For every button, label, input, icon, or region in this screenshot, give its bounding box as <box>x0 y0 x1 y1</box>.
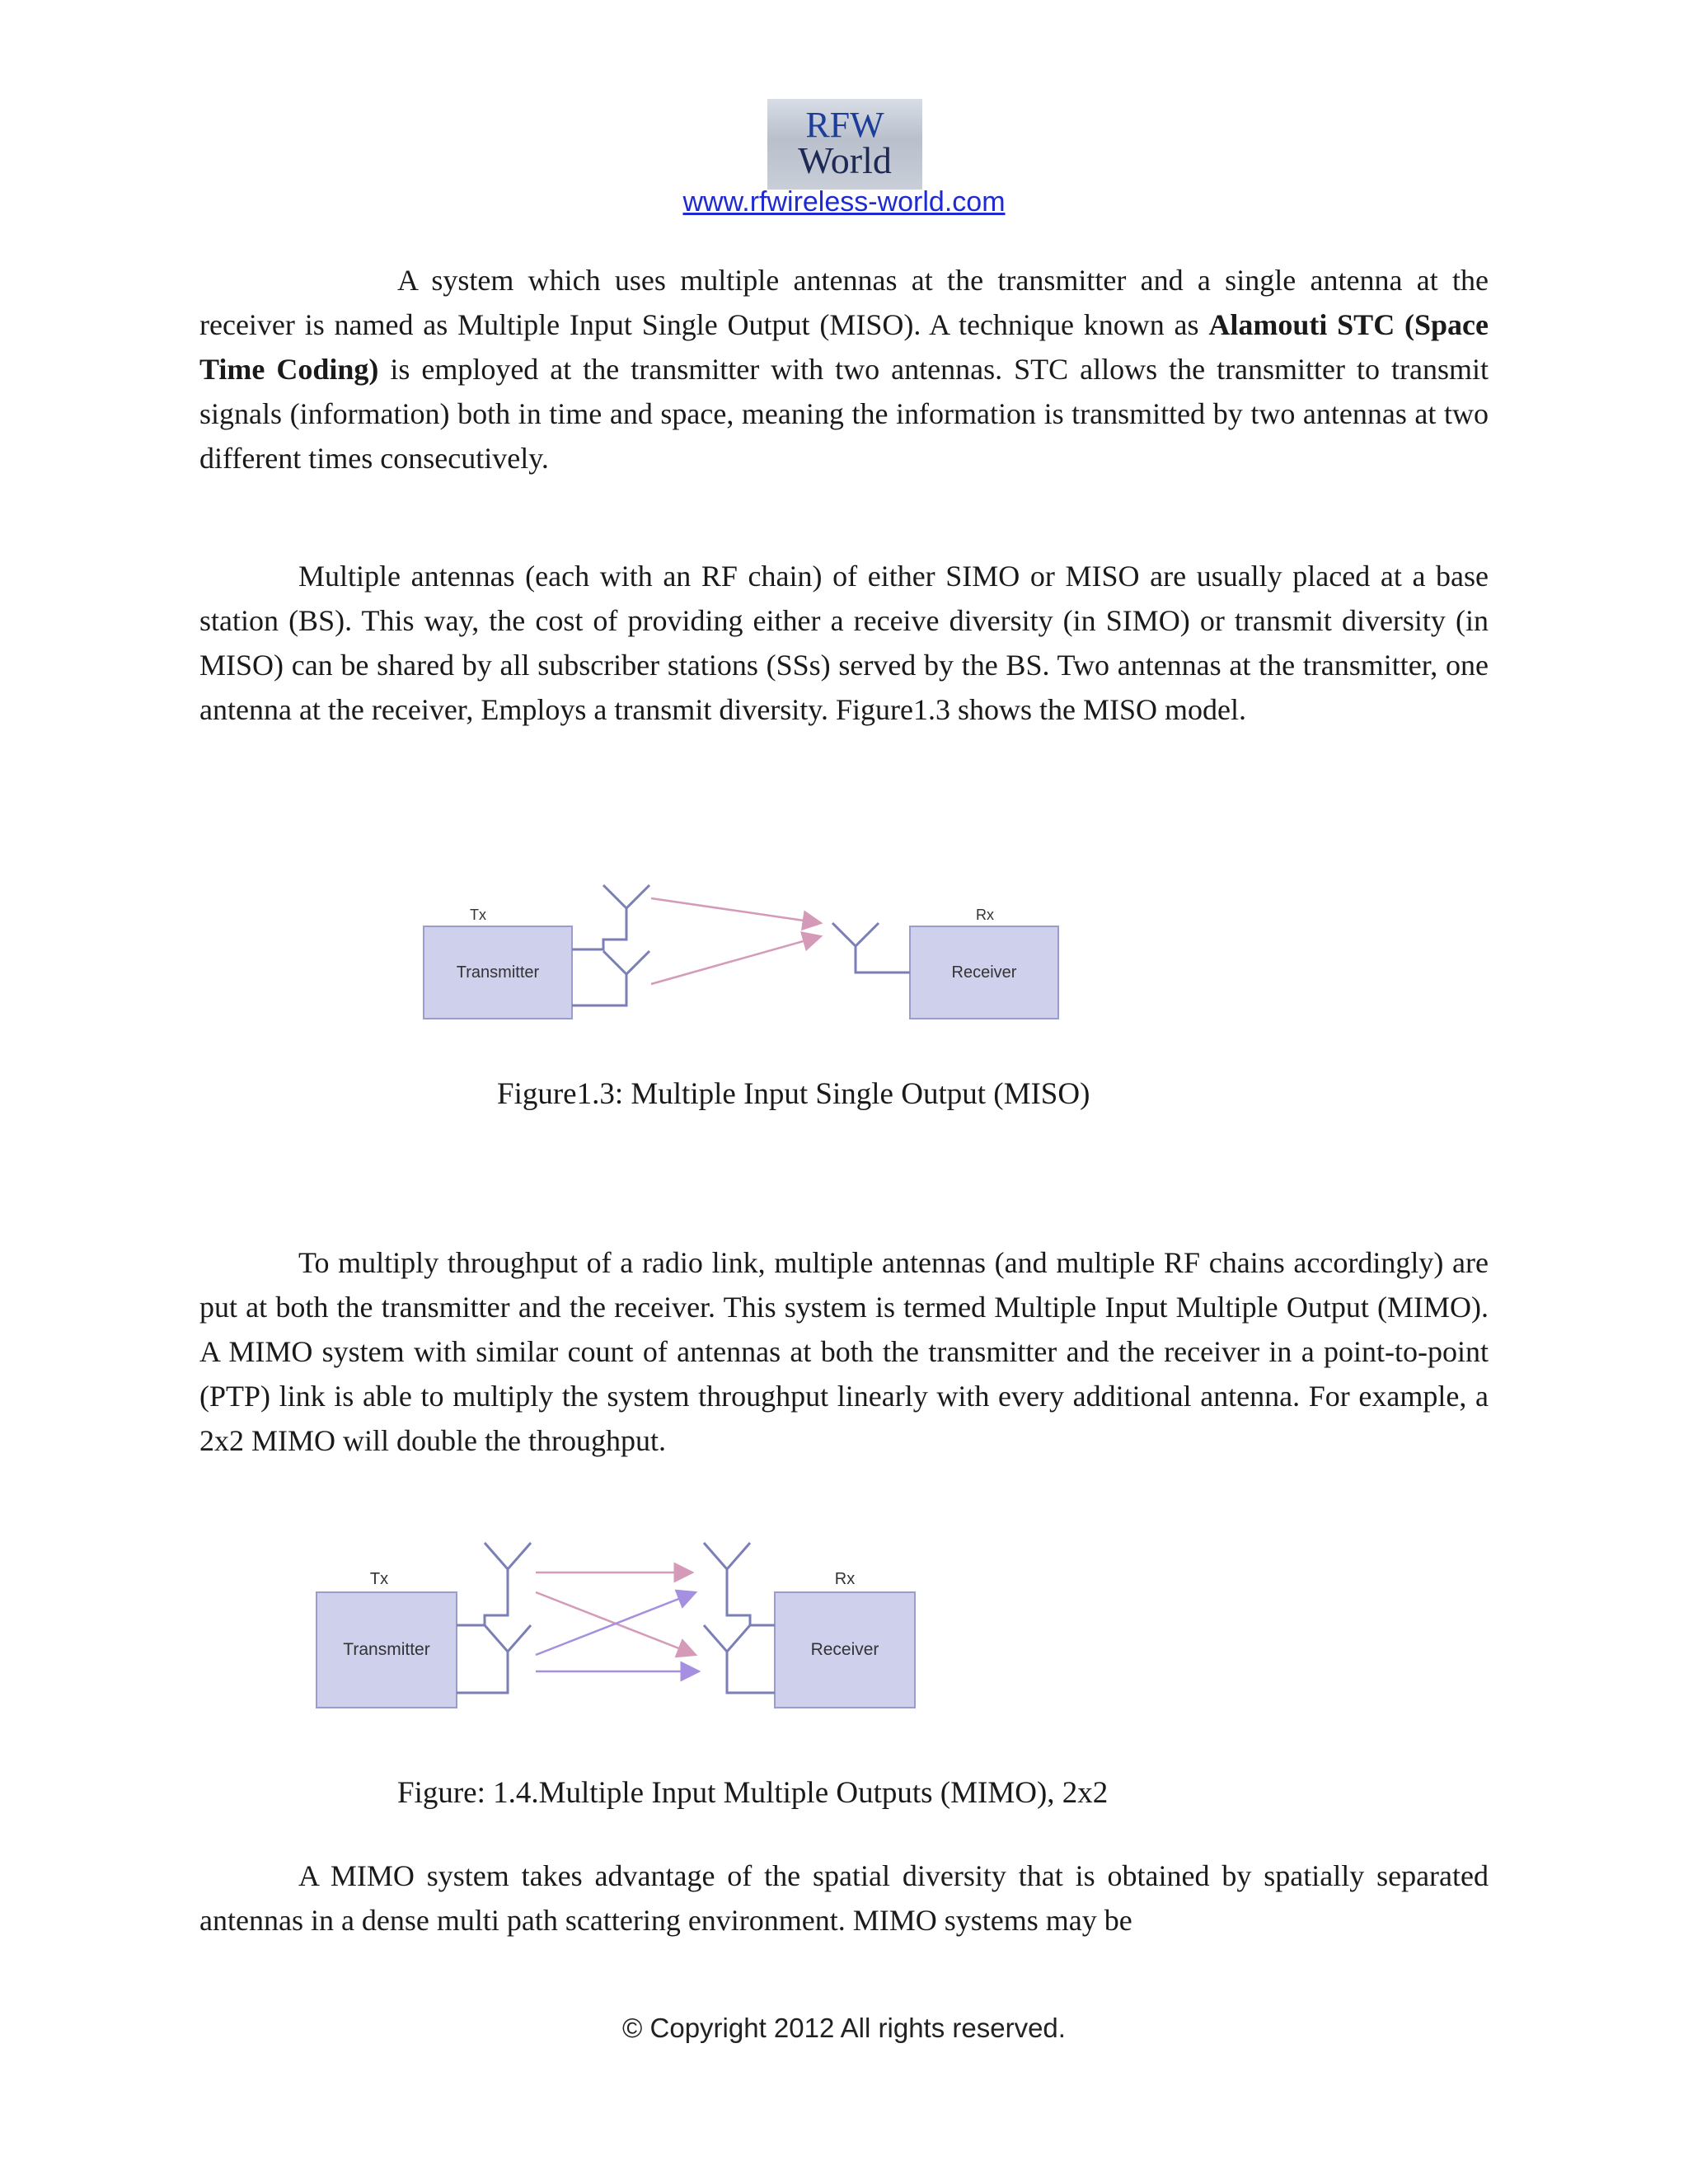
miso-arrow-1 <box>651 898 821 923</box>
miso-diagram <box>412 874 1071 1030</box>
mimo-rx-antenna-2 <box>704 1625 775 1693</box>
rfw-world-logo <box>767 99 922 190</box>
mimo-caption: Figure: 1.4.Multiple Input Multiple Outputs (MIMO), 2x2 <box>397 1776 1109 1810</box>
miso-transmitter-label: Transmitter <box>456 963 540 982</box>
mimo-rx-antenna-1 <box>704 1543 775 1625</box>
paragraph-miso-intro <box>199 258 1489 480</box>
mimo-receiver-label: Receiver <box>810 1640 879 1659</box>
logo-line-1: RFW <box>805 105 884 145</box>
p1-text-a: A system which uses multiple antennas at the transmitter and a single antenna at the receiver is named as Multiple Input Single Output (MISO). A technique known as <box>199 264 1489 341</box>
miso-tx-antenna-1 <box>572 885 649 949</box>
mimo-tx-label: Tx <box>369 1570 389 1588</box>
mimo-tx-antenna-2 <box>457 1625 531 1693</box>
miso-receiver-label: Receiver <box>951 963 1017 982</box>
mimo-transmitter-label: Transmitter <box>343 1640 430 1659</box>
miso-caption: Figure1.3: Multiple Input Single Output (MISO) <box>497 1077 1090 1111</box>
website-link[interactable]: www.rfwireless-world.com <box>682 186 1006 218</box>
p1-text-b: is employed at the transmitter with two antennas. STC allows the transmitter to transmit signals (information) both in time and space, meaning the information is transmitted by two antennas at two different times consecutively. <box>199 353 1489 475</box>
miso-tx-antenna-2 <box>572 951 649 1005</box>
logo-line-2: World <box>798 139 892 181</box>
miso-arrow-2 <box>651 936 821 984</box>
miso-rx-antenna <box>832 923 910 972</box>
p1-bold-term: Alamouti STC (Space Time Coding) <box>199 308 1489 386</box>
paragraph-mimo-intro: To multiply throughput of a radio link, multiple antennas (and multiple RF chains accordingly) are put at both the transmitter and the receiver. This system is termed Multiple Input Multiple Output (MIMO). A MIMO system with similar count of antennas at both the transmitter and the receiver in a point-to-point (PTP) link is able to multiply the system throughput linearly with every additional antenna. For example, a 2x2 MIMO will double the throughput. <box>199 1246 1489 1457</box>
mimo-rx-label: Rx <box>834 1570 856 1588</box>
paragraph-miso-bs: Multiple antennas (each with an RF chain) of either SIMO or MISO are usually placed at a base station (BS). This way, the cost of providing either a receive diversity (in SIMO) or transmit diversity (in MISO) can be shared by all subscriber stations (SSs) served by the BS. Two antennas at the transmitter, one antenna at the receiver, Employs a transmit diversity. Figure1.3 shows the MISO model. <box>199 560 1489 726</box>
mimo-diagram <box>305 1533 931 1714</box>
miso-tx-label: Tx <box>470 907 486 923</box>
paragraph-mimo-spatial: A MIMO system takes advantage of the spatial diversity that is obtained by spatially separated antennas in a dense multi path scattering environment. MIMO systems may be <box>199 1859 1489 1937</box>
copyright-footer: © Copyright 2012 All rights reserved. <box>622 2013 1066 2043</box>
mimo-tx-antenna-1 <box>457 1543 531 1625</box>
miso-rx-label: Rx <box>976 907 994 923</box>
